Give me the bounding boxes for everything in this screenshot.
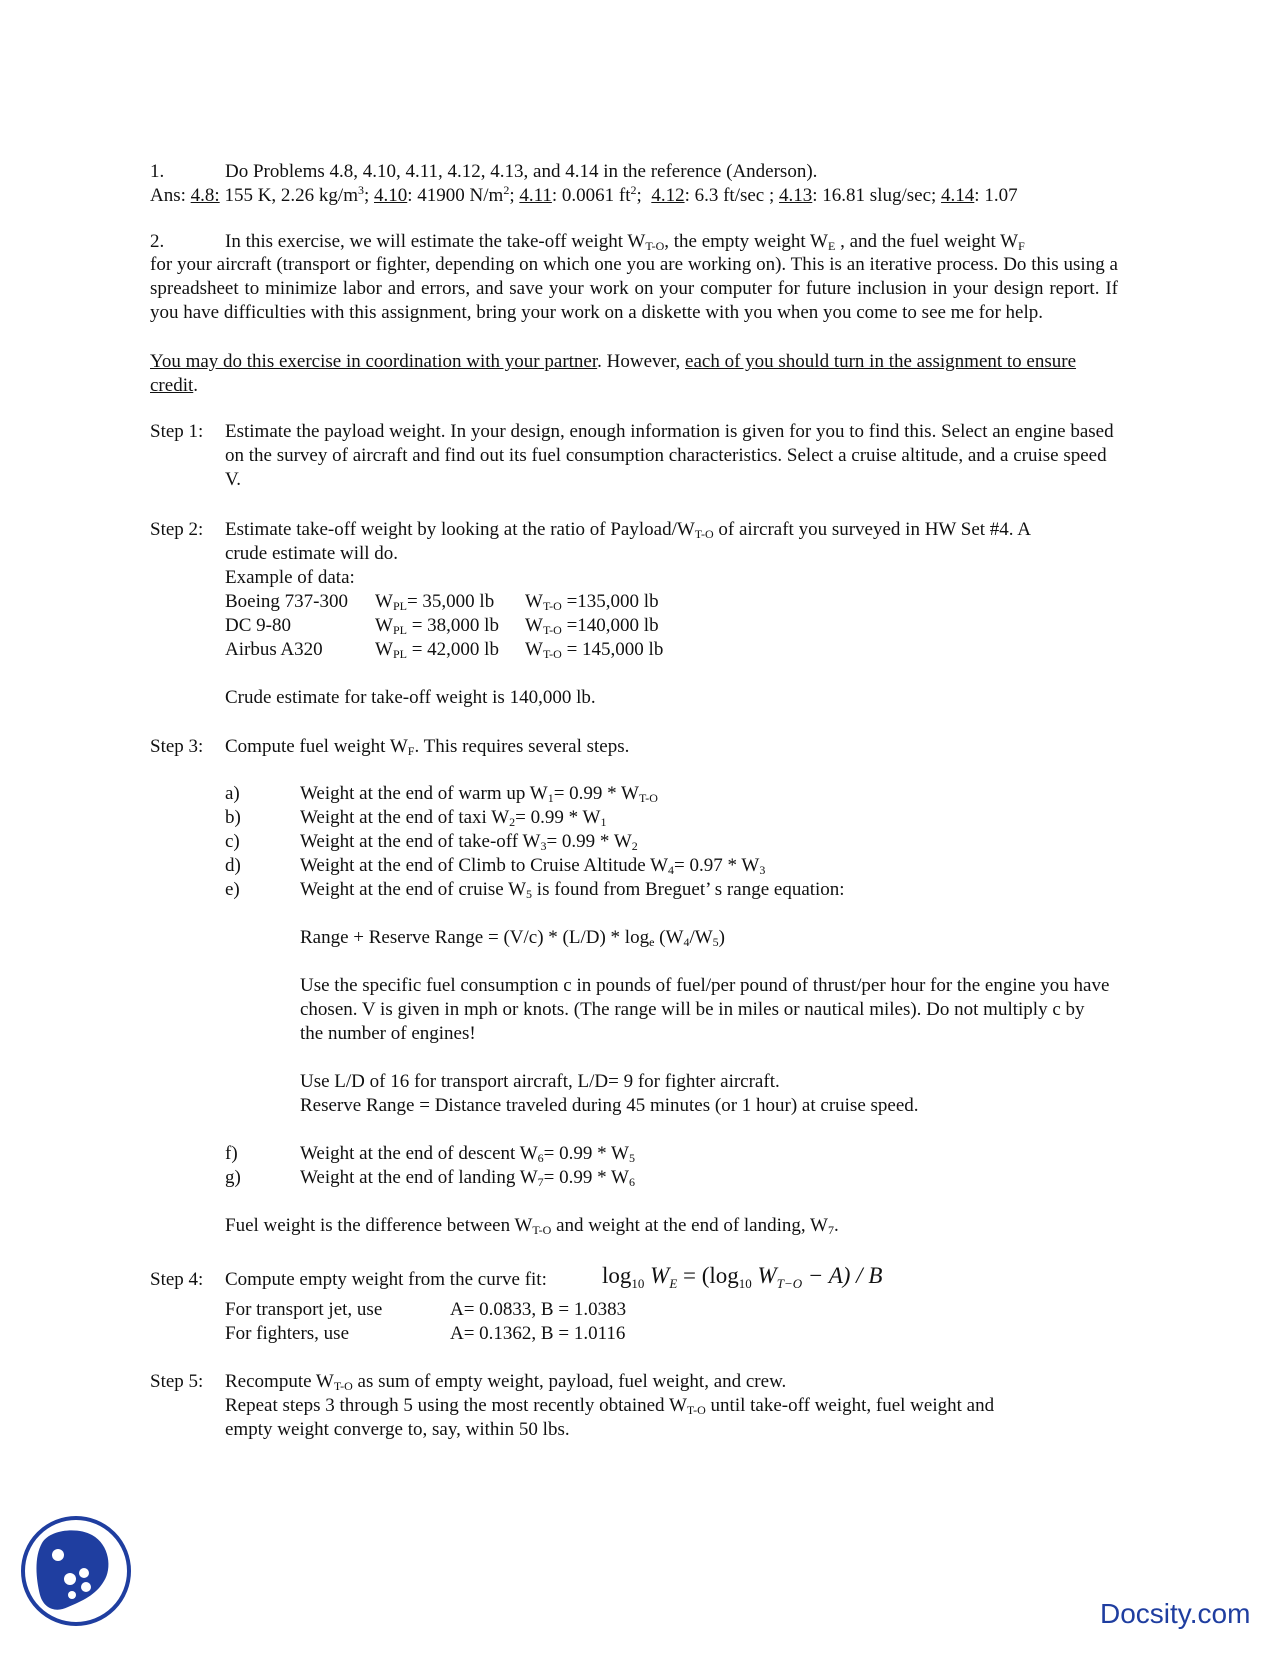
crude-estimate: Crude estimate for take-off weight is 140,000 lb. <box>225 687 596 708</box>
item-text: Weight at the end of landing W <box>300 1167 538 1188</box>
equation-text: log <box>602 1263 632 1288</box>
sfc-paragraph: Use the specific fuel consumption c in pounds of fuel/per pound of thrust/per hour for the engine you have chosen. V is given in mph or knots. (The range will be in miles or nautical miles). Do not multiply c by the number of engines! <box>300 975 1110 1045</box>
step-2-line2: crude estimate will do. <box>225 543 399 564</box>
weight-symbol: W <box>525 639 543 660</box>
subscript: T-O <box>645 239 665 253</box>
equation-variable: W <box>757 1263 777 1288</box>
equation-text: Range + Reserve Range = (V/c) * (L/D) * log <box>300 927 650 948</box>
takeoff-value: = 145,000 lb <box>561 639 664 660</box>
weight-symbol: W <box>375 615 393 636</box>
answer-value: : 16.81 slug/sec; <box>812 185 937 206</box>
item-text: Weight at the end of Climb to Cruise Altitude W <box>300 855 669 876</box>
weight-symbol: W <box>525 591 543 612</box>
answer-separator: ; <box>509 185 515 206</box>
subscript: 7 <box>537 1175 544 1189</box>
item-text: Weight at the end of warm up W <box>300 783 548 804</box>
coefficient-values: A= 0.1362, B = 1.0116 <box>450 1323 626 1344</box>
list-marker: f) <box>225 1143 238 1164</box>
list-marker: c) <box>225 831 240 852</box>
subscript: PL <box>392 623 407 637</box>
problem-1-answers <box>150 184 1018 208</box>
step-5-line-3: empty weight converge to, say, within 50 lbs. <box>225 1419 570 1440</box>
subscript: 6 <box>628 1175 635 1189</box>
step-2-text <box>225 518 1031 542</box>
step-5-label: Step 5: <box>150 1371 204 1392</box>
list-item <box>300 1166 635 1190</box>
payload-value: = 38,000 lb <box>406 615 499 636</box>
body-text: . <box>833 1215 839 1236</box>
subscript: T-O <box>639 791 658 805</box>
item-text: Weight at the end of taxi W <box>300 807 510 828</box>
problem-1-number: 1. <box>150 161 165 182</box>
list-marker: d) <box>225 855 241 876</box>
takeoff-value: =140,000 lb <box>561 615 659 636</box>
example-payload <box>375 614 499 638</box>
coefficient-label: For transport jet, use <box>225 1299 383 1320</box>
example-takeoff <box>525 638 663 662</box>
subscript: T-O <box>542 623 562 637</box>
subscript: F <box>1018 239 1025 253</box>
answer-value: 155 K, 2.26 kg/m <box>224 185 358 206</box>
item-text: = 0.99 * W <box>546 831 632 852</box>
example-aircraft-name: Boeing 737-300 <box>225 591 348 612</box>
item-text: = 0.99 * W <box>553 783 639 804</box>
equation-text: = (log <box>677 1263 739 1288</box>
subscript: 3 <box>759 863 766 877</box>
example-aircraft-name: DC 9-80 <box>225 615 291 636</box>
equation-text: /W <box>689 927 713 948</box>
fuel-weight-note <box>225 1214 839 1238</box>
subscript: T-O <box>542 599 562 613</box>
answer-id: 4.10 <box>374 185 408 206</box>
list-marker: b) <box>225 807 241 828</box>
list-item <box>300 806 606 830</box>
intro-text: , and the fuel weight W <box>835 231 1019 252</box>
answer-id: 4.11 <box>519 185 552 206</box>
weight-symbol: W <box>375 639 393 660</box>
step-1-label: Step 1: <box>150 421 204 442</box>
subscript: T-O <box>532 1223 552 1237</box>
body-text: Estimate take-off weight by looking at the ratio of Payload/W <box>225 519 695 540</box>
ld-note: Use L/D of 16 for transport aircraft, L/D= 9 for fighter aircraft. <box>300 1071 780 1092</box>
answer-separator: ; <box>636 185 642 206</box>
answer-value: : 6.3 ft/sec ; <box>684 185 775 206</box>
reserve-note: Reserve Range = Distance traveled during 45 minutes (or 1 hour) at cruise speed. <box>300 1095 919 1116</box>
subscript: e <box>649 935 655 949</box>
list-item <box>300 854 765 878</box>
item-text: = 0.99 * W <box>543 1167 629 1188</box>
answer-exponent: 3 <box>357 183 364 197</box>
weight-symbol: W <box>525 615 543 636</box>
underlined-text: You may do this exercise in coordination with your partner <box>150 351 598 372</box>
problem-2-body: for your aircraft (transport or fighter, depending on which one you are working on). This is an iterative process. Do this using a spreadsheet to minimize labor and errors, and save your work on your computer for future inclusion in your design report. If you have difficulties with this assignment, bring your work on a diskette with you when you come to see me for help. <box>150 254 1118 324</box>
subscript: 5 <box>712 935 719 949</box>
list-marker: a) <box>225 783 240 804</box>
list-item <box>300 830 638 854</box>
step-5-line-1 <box>225 1370 786 1394</box>
item-text: = 0.99 * W <box>543 1143 629 1164</box>
example-takeoff <box>525 590 659 614</box>
underlined-text: each of you should turn in the assignment to ensure credit <box>150 351 1077 397</box>
item-text: is found from Breguet’ s range equation: <box>532 879 845 900</box>
equation-text: (W <box>654 927 684 948</box>
subscript: 1 <box>547 791 554 805</box>
subscript: 7 <box>827 1223 834 1237</box>
equation-variable: W <box>650 1263 670 1288</box>
problem-1-text: Do Problems 4.8, 4.10, 4.11, 4.12, 4.13, and 4.14 in the reference (Anderson). <box>225 161 818 182</box>
subscript: 3 <box>540 839 547 853</box>
subscript: 1 <box>600 815 607 829</box>
equation-text: ) <box>718 927 725 948</box>
coefficient-values: A= 0.0833, B = 1.0383 <box>450 1299 627 1320</box>
body-text: Recompute W <box>225 1371 334 1392</box>
example-payload <box>375 590 494 614</box>
weight-symbol: W <box>375 591 393 612</box>
list-item <box>300 1142 635 1166</box>
answers-label: Ans: <box>150 185 186 206</box>
subscript: 4 <box>683 935 690 949</box>
answer-id: 4.13 <box>779 185 813 206</box>
step-4-label: Step 4: <box>150 1269 204 1290</box>
problem-2-coordination <box>150 350 1118 398</box>
step-4-text: Compute empty weight from the curve fit: <box>225 1269 547 1290</box>
subscript: PL <box>392 647 407 661</box>
example-payload <box>375 638 499 662</box>
body-text: and weight at the end of landing, W <box>551 1215 828 1236</box>
item-text: Weight at the end of take-off W <box>300 831 541 852</box>
body-text: until take-off weight, fuel weight and <box>705 1395 995 1416</box>
payload-value: = 42,000 lb <box>406 639 499 660</box>
subscript: F <box>407 744 415 758</box>
subscript: 2 <box>631 839 638 853</box>
body-text: Repeat steps 3 through 5 using the most recently obtained W <box>225 1395 687 1416</box>
range-equation <box>300 926 725 950</box>
step-3-text <box>225 735 629 759</box>
subscript: 6 <box>537 1151 544 1165</box>
subscript: T-O <box>686 1403 706 1417</box>
docsity-brand-link[interactable]: Docsity.com <box>1100 1598 1251 1629</box>
list-item <box>300 782 658 806</box>
equation-text: − A) / B <box>802 1263 883 1288</box>
body-text: . However, <box>597 351 686 372</box>
subscript: PL <box>392 599 407 613</box>
subscript: E <box>828 239 836 253</box>
payload-value: = 35,000 lb <box>406 591 495 612</box>
answer-value: : 41900 N/m <box>407 185 504 206</box>
subscript: T−O <box>776 1276 803 1291</box>
list-marker: g) <box>225 1167 241 1188</box>
answer-exponent: 2 <box>630 183 637 197</box>
coefficient-label: For fighters, use <box>225 1323 350 1344</box>
answer-id: 4.14 <box>941 185 975 206</box>
curve-fit-equation <box>602 1263 883 1291</box>
example-aircraft-name: Airbus A320 <box>225 639 323 660</box>
body-text: Fuel weight is the difference between W <box>225 1215 533 1236</box>
subscript: 2 <box>509 815 516 829</box>
answer-value: : 1.07 <box>974 185 1018 206</box>
subscript: T-O <box>333 1379 353 1393</box>
body-text: . This requires several steps. <box>414 736 630 757</box>
step-1-text: Estimate the payload weight. In your design, enough information is given for you to find this. Select an engine based on the survey of aircraft and find out its fuel consumption characteristics. Select a cruise altitude, and a cruise speed V. <box>225 421 1114 491</box>
subscript: 10 <box>631 1276 645 1291</box>
item-text: = 0.97 * W <box>674 855 760 876</box>
intro-text: In this exercise, we will estimate the take-off weight W <box>225 231 646 252</box>
subscript: 10 <box>738 1276 752 1291</box>
subscript: T-O <box>694 527 714 541</box>
example-heading: Example of data: <box>225 567 355 588</box>
answer-exponent: 2 <box>503 183 510 197</box>
answer-id: 4.12 <box>651 185 685 206</box>
body-text: Compute fuel weight W <box>225 736 408 757</box>
problem-2-number: 2. <box>150 231 165 252</box>
subscript: E <box>669 1276 678 1291</box>
example-takeoff <box>525 614 659 638</box>
answer-id: 4.8: <box>190 185 220 206</box>
body-text: as sum of empty weight, payload, fuel weight, and crew. <box>352 1371 787 1392</box>
subscript: 4 <box>668 863 675 877</box>
step-3-label: Step 3: <box>150 736 204 757</box>
body-text: of aircraft you surveyed in HW Set #4. A <box>713 519 1031 540</box>
list-item <box>300 878 845 902</box>
body-text: . <box>193 375 199 397</box>
item-text: Weight at the end of descent W <box>300 1143 538 1164</box>
answer-value: : 0.0061 ft <box>551 185 631 206</box>
subscript: 5 <box>628 1151 635 1165</box>
item-text: = 0.99 * W <box>515 807 601 828</box>
docsity-logo-icon[interactable] <box>20 1515 132 1627</box>
subscript: 5 <box>526 887 533 901</box>
list-marker: e) <box>225 879 240 900</box>
item-text: Weight at the end of cruise W <box>300 879 527 900</box>
step-5-line-2 <box>225 1394 994 1418</box>
step-2-label: Step 2: <box>150 519 204 540</box>
problem-2-intro <box>225 230 1025 254</box>
subscript: T-O <box>542 647 562 661</box>
answer-separator: ; <box>363 185 370 206</box>
intro-text: , the empty weight W <box>664 231 828 252</box>
takeoff-value: =135,000 lb <box>561 591 659 612</box>
